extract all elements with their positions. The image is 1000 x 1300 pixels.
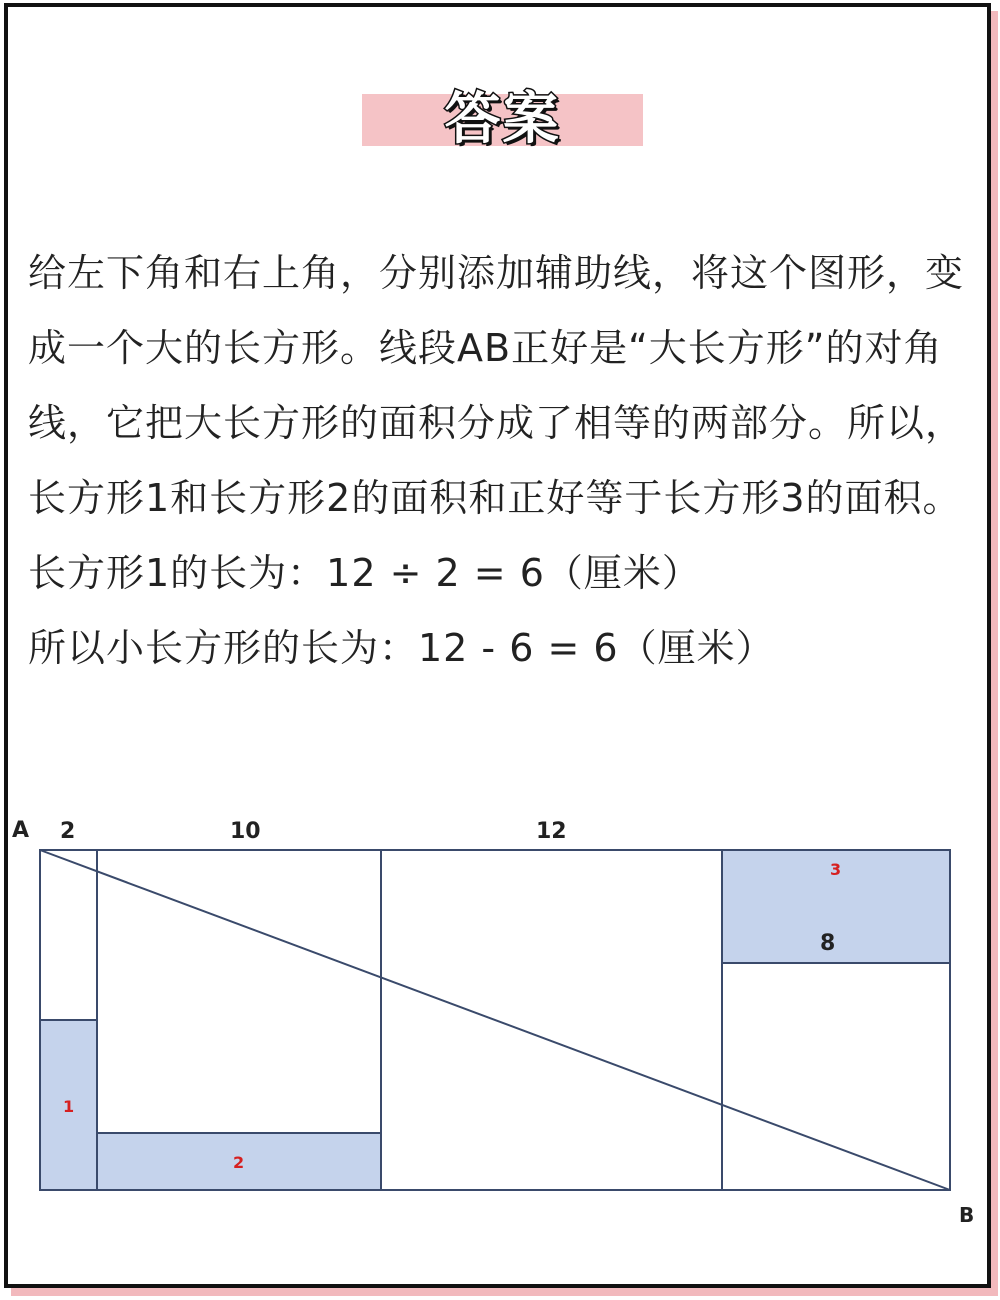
rect-3-label: 3 <box>830 860 842 879</box>
dimension-12-label: 12 <box>536 819 567 844</box>
page-title: 答案 <box>444 87 561 152</box>
dimension-2-label: 2 <box>60 819 76 844</box>
point-a-label: A <box>12 818 30 843</box>
point-b-label: B <box>959 1203 975 1227</box>
rect-2-label: 2 <box>233 1153 245 1172</box>
rect-1-label: 1 <box>63 1097 75 1116</box>
geometry-diagram <box>0 800 1000 1240</box>
explanation-text <box>28 236 983 686</box>
dimension-10-label: 10 <box>230 819 261 844</box>
length-small-rect-line: 所以小长方形的长为：12 - 6 = 6（厘米） <box>28 626 775 670</box>
dimension-8-label: 8 <box>820 931 836 956</box>
length-rect1-line: 长方形1的长为：12 ÷ 2 = 6（厘米） <box>28 551 701 595</box>
explanation-paragraph: 给左下角和右上角，分别添加辅助线，将这个图形，变成一个大的长方形。线段AB正好是“大长方形”的对角线，它把大长方形的面积分成了相等的两部分。所以，长方形1和长方形2的面积和正好等于长方形3的面积。 <box>28 251 965 520</box>
